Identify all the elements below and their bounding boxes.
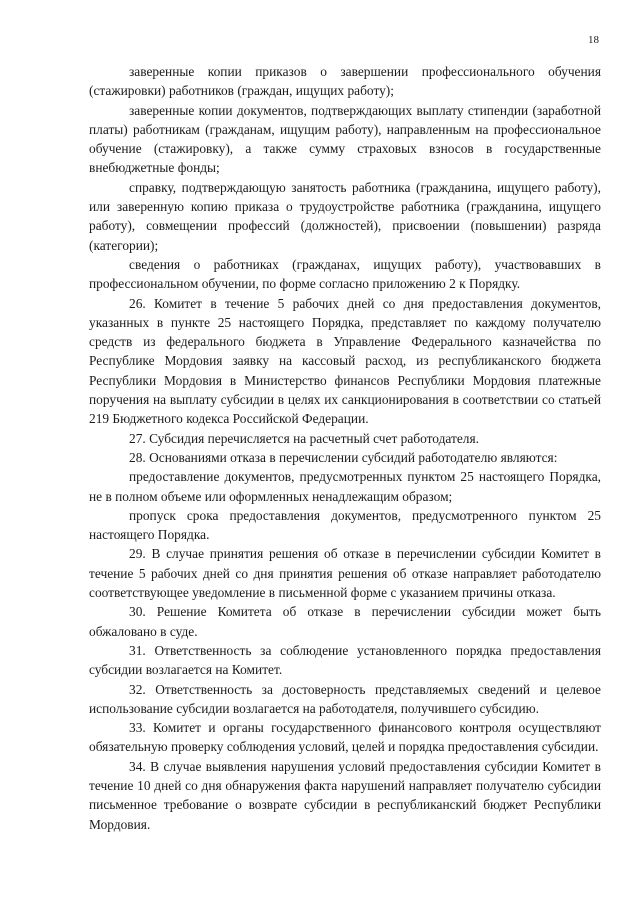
clause-27: 27. Субсидия перечисляется на расчетный счет работодателя.	[129, 430, 479, 446]
clause-32: 32. Ответственность за достоверность представляемых сведений и целевое использование субсидии возлагается на работодателя, получившего субсидию.	[89, 681, 601, 716]
paragraph-copies-of-payment-documents: заверенные копии документов, подтверждающих выплату стипендии (заработной платы) работникам (гражданам, ищущим работу), направленным на профессиональное обучение (стажировку), а также сумму страховых взносов в государственные внебюджетные фонды;	[89, 102, 601, 176]
page-number: 18	[588, 34, 599, 46]
paragraph-participant-info: сведения о работниках (гражданах, ищущих работу), участвовавших в профессиональном обучении, по форме согласно приложению 2 к Порядку.	[89, 256, 601, 292]
clause-29: 29. В случае принятия решения об отказе в перечислении субсидии Комитет в течение 5 рабочих дней со дня принятия решения об отказе направляет работодателю соответствующее уведомление в письменной форме с указанием причины отказа.	[89, 546, 601, 601]
clause-28: 28. Основаниями отказа в перечислении субсидий работодателю являются:	[129, 449, 558, 465]
paragraph-copies-of-orders: заверенные копии приказов о завершении профессионального обучения (стажировки) работников (граждан, ищущих работу);	[89, 64, 601, 99]
clause-34: 34. В случае выявления нарушения условий предоставления субсидии Комитет в течение 10 дней со дня обнаружения факта нарушений направляет получателю субсидии письменное требование о возврате субсидии в республиканский бюджет Республики Мордовия.	[89, 758, 601, 832]
clause-31: 31. Ответственность за соблюдение установленного порядка предоставления субсидии возлагается на Комитет.	[89, 642, 601, 678]
paragraph-employment-certificate: справку, подтверждающую занятость работника (гражданина, ищущего работу), или заверенную копию приказа о трудоустройстве работника (гражданина, ищущего работу), совмещении профессий (должностей), присвоении (повышении) разряда (категории);	[89, 179, 601, 253]
clause-33: 33. Комитет и органы государственного финансового контроля осуществляют обязательную проверку соблюдения условий, целей и порядка предоставления субсидии.	[89, 720, 601, 755]
clause-26: 26. Комитет в течение 5 рабочих дней со дня предоставления документов, указанных в пункте 25 настоящего Порядка, представляет по каждому получателю средств из федерального бюджета в Управление Федерального казначейства по Республике Мордовия заявку на кассовый расход, из республиканского бюджета Республики Мордовия в Министерство финансов Республики Мордовия платежные поручения на выплату субсидии в целях их санкционирования в соответствии со статьей 219 Бюджетного кодекса Российской Федерации.	[89, 295, 601, 427]
document-body	[89, 62, 601, 834]
clause-28-reason-incomplete-documents: предоставление документов, предусмотренных пунктом 25 настоящего Порядка, не в полном объеме или оформленных ненадлежащим образом;	[89, 469, 601, 504]
clause-30: 30. Решение Комитета об отказе в перечислении субсидии может быть обжаловано в суде.	[89, 604, 601, 639]
clause-28-reason-missed-deadline: пропуск срока предоставления документов, предусмотренного пунктом 25 настоящего Порядка.	[89, 507, 601, 543]
